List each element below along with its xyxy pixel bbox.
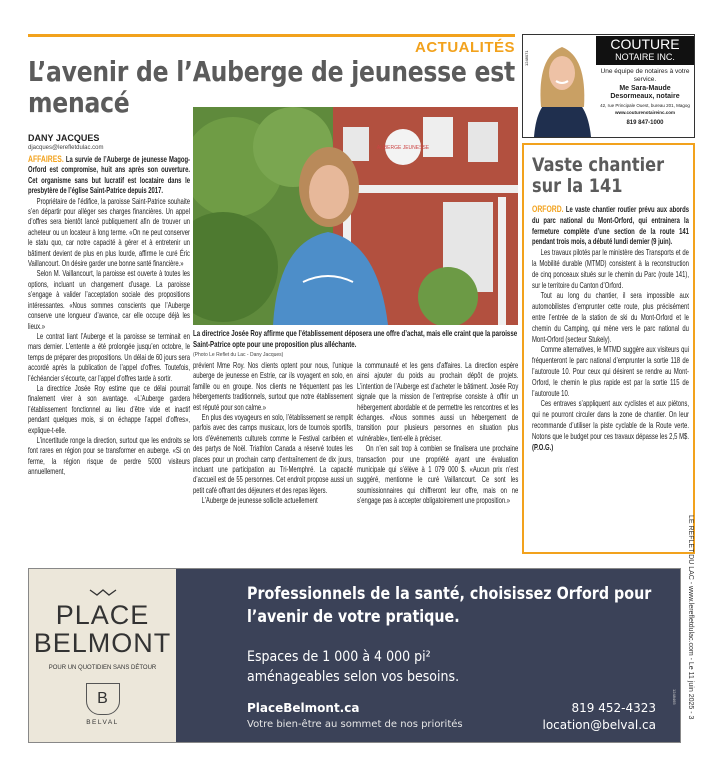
ad-headline: Professionnels de la santé, choisissez Orford pour l’avenir de votre pratique. (247, 584, 652, 627)
ad-phone: 819 452-4323 (571, 701, 656, 715)
logo-tagline: POUR UN QUOTIDIEN SANS DÉTOUR (48, 665, 157, 671)
notary-ad[interactable] (522, 34, 695, 138)
paragraph: L’incertitude ronge la direction, surtout que les endroits se font rares en région pour se transformer en auberge. «Si on ferme, la région risque de perdre 5000 visiteurs annuellement, (28, 435, 190, 477)
paragraph: Selon M. Vaillancourt, la paroisse est ouverte à toutes les options, incluant un changement d’usage. La paroisse s’engage à valider l’acceptation sociale des propositions intéressantes. «Nous sommes conscients que l’Auberge conserve une longueur d’avance, car elle occupe déjà les lieux.» (28, 269, 190, 331)
section-rule (28, 34, 515, 37)
author-email[interactable]: djacques@lerefletdulac.com (28, 145, 104, 151)
notary-address: 42, rue Principale Ouest, bureau 201, Magog (600, 103, 690, 108)
paragraph: Le contrat liant l’Auberge et la paroisse se terminait en mars dernier. L’entente a été prolongée jusqu’en octobre, le temps de préparer des propositions. Un délai de 60 jours sera accordé après la publication de l’appel d’offres. Toutefois, l’échéancier s’écourte, car l’appel d’offres tarde à sortir. (28, 331, 190, 383)
paragraph: L’Auberge de jeunesse sollicite actuellement (201, 496, 318, 506)
ad-code: 1248465 (672, 689, 677, 705)
ad-spaces-detail: aménageables selon vos besoins. (247, 669, 460, 685)
lead-paragraph: AFFAIRES. La survie de l’Auberge de jeunesse Magog-Orford est compromise, huit ans après son ouverture. Cet organisme sans but lucratif est locataire dans le presbytère de l’église Saint-Patrice depuis 2017. (28, 154, 191, 196)
hostel-sign: AUBERGE JEUNESSE (376, 145, 430, 151)
notary-portrait (529, 37, 595, 137)
byline: DANY JACQUES (28, 133, 100, 143)
article-column-2 (193, 361, 353, 507)
article-column-1 (28, 155, 190, 478)
ad-code: 1248071 (524, 50, 529, 66)
article-column-3 (357, 361, 518, 507)
sidebar-article (522, 143, 695, 554)
belval-name: BELVAL (86, 719, 119, 726)
headline: L’avenir de l’Auberge de jeunesse est menacé (28, 55, 515, 119)
article-photo (193, 107, 518, 325)
ad-slogan: Votre bien-être au sommet de nos priorités (247, 719, 463, 730)
photo-woman-in-front-of-hostel (193, 107, 518, 325)
paragraph: Les travaux pilotés par le ministère des Transports et de la Mobilité durable (MTMD) consistent à la reconstruction de cinq ponceaux situés sur le chemin du Parc (route 141), sur le territoire du Canton d’Orford. (532, 248, 689, 290)
place-belmont-ad[interactable] (28, 568, 681, 743)
notary-phone: 819 847-1000 (626, 119, 664, 126)
paragraph: Tout au long du chantier, il sera impossible aux automobilistes d’emprunter cette route, plus précisément entre l’entrée de la station de ski du Mont-Orford et le chemin du Camping, qui mène vers le parc national du Mont-Orford (secteur Stukely). (532, 291, 689, 344)
sidebar-title: Vaste chantier sur la 141 (532, 154, 665, 197)
paragraph: Propriétaire de l’édifice, la paroisse Saint-Patrice souhaite s’en départir pour alléger ses charges financières. Un appel d’offres sera bientôt lancé publiquement afin de trouver un acheteur ou un locateur à long terme. «On ne peut conserver le statu quo, car notre capacité à gérer et à entretenir un bâtiment devient de plus en plus lourde, affirme le curé Éric Vaillancourt. On désire garder une bonne santé financière.» (28, 196, 190, 269)
ad-email[interactable]: location@belval.ca (542, 718, 656, 732)
photo-credit: (Photo Le Reflet du Lac - Dany Jacques) (193, 352, 284, 358)
sidebar-kicker: ORFORD. (532, 204, 564, 215)
photo-caption: La directrice Josée Roy affirme que l’établissement déposera une offre d’achat, mais elle craint que la paroisse Saint-Patrice opte pour une proposition plus alléchante. (193, 328, 518, 349)
sidebar-lead: Le vaste chantier routier prévu aux abords du parc national du Mont-Orford, qui entrainera la fermeture complète d’une section de la route 141 pendant trois mois, a débuté lundi dernier (9 juin). (532, 205, 689, 247)
kicker: AFFAIRES. (28, 154, 64, 165)
logo-line-2: BELMONT (33, 628, 172, 658)
paragraph: Comme alternatives, le MTMD suggère aux visiteurs qui fréquenteront le parc national d’emprunter la sortie 118 de l’autoroute 10. Pour ceux qui désirent se rendre au Mont-Orford, le chemin le plus rapide est par la sortie 115 de l’autoroute 10. (532, 345, 689, 398)
section-label: ACTUALITÉS (415, 39, 515, 56)
notary-tagline: Une équipe de notaires à votre service. (600, 68, 690, 83)
paragraph: En plus des voyageurs en solo, l’établissement se remplit parfois avec des camps musicaux, lors de tournois sportifs, lors d’événements culturels comme le Festival caribéen et des partys de Noël. Triathlon Canada a réservé toutes les places pour un prochain camp d’entraînement de dix jours, incluant une participation au Tri-Memphré. La capacité d’accueil est de 55 personnes. Cet endroit propose aussi un petit café offrant des déjeuners et des repas légers. (193, 413, 353, 495)
paragraph: Ces entraves s’appliquent aux cyclistes et aux piétons, qui ne pourront circuler dans la zone de chantier. On leur recommande d’utiliser la piste cyclable de la Route verte. Notons que le budget pour ces travaux dépasse les 2,5 M$. (532, 399, 689, 441)
paragraph: prévient Mme Roy. Nos clients optent pour nous, l’unique auberge de jeunesse en Estrie, car ils voyagent en solo, en famille ou en groupe. Nos clients ne fréquentent pas les hébergements traditionnels, surtout que notre établissement est réputé pour son calme.» (193, 361, 353, 412)
notary-brand: COUTURE NOTAIRE INC. (596, 36, 694, 65)
notary-name: Me Sara-Maude Desormeaux, notaire (610, 85, 680, 100)
mountain-icon (88, 587, 118, 597)
signature: (P.O.G.) (532, 442, 554, 452)
ad-logo-panel (29, 569, 176, 742)
page-folio: LE REFLET DU LAC - www.lerefletdulac.com - Le 11 juin 2025 - 3 (687, 515, 694, 720)
logo-line-1: PLACE (55, 600, 150, 630)
ad-website[interactable]: PlaceBelmont.ca (247, 701, 360, 715)
paragraph: La directrice Josée Roy estime que ce délai pourrait finalement virer à son avantage. «L’Auberge gardera l’établissement fonctionnel au lieu d’être vide et inactif pendant quelques mois, si on échappe l’appel d’offres», explique-t-elle. (28, 383, 190, 435)
belval-crest-icon: B (86, 683, 120, 715)
ad-spaces: Espaces de 1 000 à 4 000 pi² (247, 649, 431, 665)
notary-website[interactable]: www.couturenotaireinc.com (614, 109, 676, 115)
paragraph: la communauté et les gens d’affaires. La direction espère ainsi ajouter du poids au prochain dépôt de projets. L’intention de l’Auberge est d’acheter le bâtiment. Josée Roy signale que la mission de l’entreprise consiste à offrir un hébergement abordable et de permettre les rencontres et les échanges. «Nous sommes aussi un hébergement de transition pour plusieurs personnes en situation plus vulnérable», tient-elle à préciser. (357, 361, 519, 443)
paragraph: On n’en sait trop à combien se finalisera une prochaine transaction pour une propriété ayant une évaluation municipale qui s’élève à 1 079 000 $. «Aucun prix n’est suggéré, mentionne le curé Vaillancourt. Ce sont les soumissionnaires qui chiffreront leur offre, mais on ne s’engage pas à accepter obligatoirement une proposition.» (357, 444, 519, 506)
